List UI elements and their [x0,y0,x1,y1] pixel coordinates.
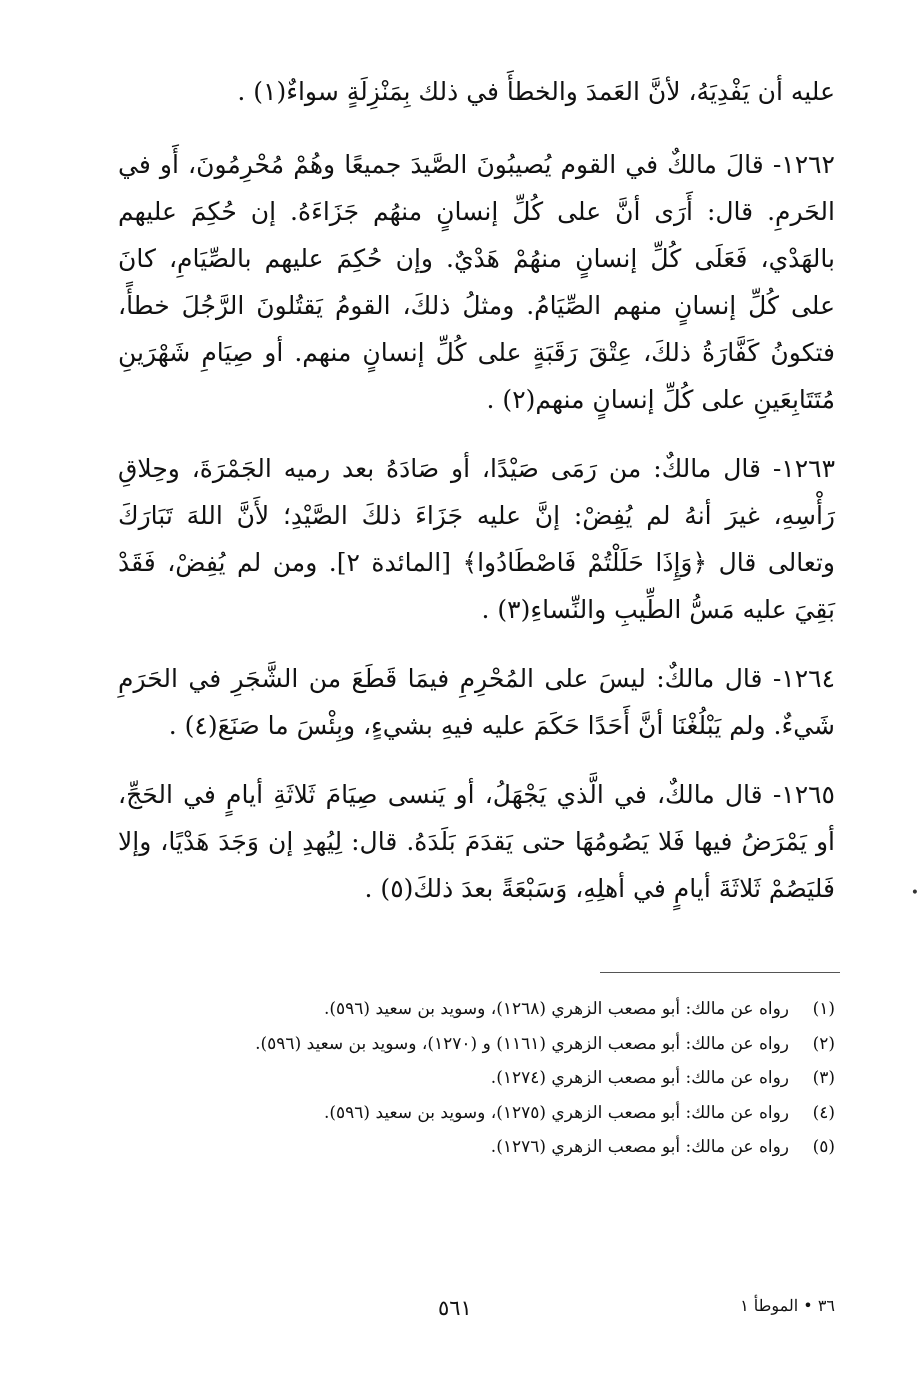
paragraph-1263 [118,445,835,633]
footnote-4 [118,1096,835,1131]
footnote-5 [118,1130,835,1165]
paragraph-1262 [118,141,835,423]
paragraph-text: عليه أن يَفْدِيَهُ، لأنَّ العَمدَ والخطأَ في ذلك بِمَنْزِلَةٍ سواءٌ(١) . [237,77,835,106]
margin-mark: • [910,885,919,901]
paragraph-number: ١٢٦٢- [772,150,835,179]
paragraph-text: قال مالكٌ: من رَمَى صَيْدًا، أو صَادَهُ بعد رميه الجَمْرَةَ، وحِلاقِ رَأْسِهِ، غيرَ أنهُ لم يُفِضْ: إنَّ عليه جَزَاءَ ذلكَ الصَّيْدِ؛ لأَنَّ اللهَ تَبَارَكَ وتعالى قال ﴿وَإِذَا حَلَلْتُمْ فَاصْطَادُوا﴾ [المائدة ٢]. ومن لم يُفِضْ، فَقَدْ بَقِيَ عليه مَسُّ الطِّيبِ والنِّساءِ(٣) . [118,454,836,624]
page-number: ٥٦١ [438,1296,472,1320]
paragraph-number: ١٢٦٥- [772,780,835,809]
footnote-separator [600,972,840,973]
footnotes [118,992,835,1165]
footnote-3 [118,1061,835,1096]
paragraph-number: ١٢٦٣- [772,454,835,483]
paragraph-text: قال مالكٌ، في الَّذي يَجْهَلُ، أو يَنسى صِيَامَ ثَلاثَةِ أيامٍ في الحَجِّ، أو يَمْرَضُ فيها فَلا يَصُومُهَا حتى يَقدَمَ بَلَدَهُ. قال: لِيُهدِ إن وَجَدَ هَدْيًا، وإلا فَليَصُمْ ثَلاثَةَ أيامٍ في أهلِهِ، وَسَبْعَةً بعدَ ذلكَ(٥) . [118,780,835,903]
signature-mark: ٣٦ • الموطأ ١ [740,1296,835,1315]
footnote-mark: (٣) [812,1068,835,1088]
paragraph-text: قال مالكٌ: ليسَ على المُحْرِمِ فيمَا قَطَعَ من الشَّجَرِ في الحَرَمِ شَيءٌ. ولم يَبْلُغْنَا أنَّ أَحَدًا حَكَمَ عليه فيهِ بشيءٍ، وبِئْسَ ما صَنَعَ(٤) . [118,664,835,740]
paragraph-text: قالَ مالكٌ في القوم يُصيبُونَ الصَّيدَ جميعًا وهُمْ مُحْرِمُونَ، أَو في الحَرمِ. قال: أَرَى أنَّ على كُلِّ إنسانٍ منهُم جَزَاءَهُ. إن حُكِمَ عليهم بالهَدْي، فَعَلَى كُلِّ إنسانٍ منهُمْ هَدْيٌ. وإن حُكِمَ عليهم بالصِّيَامِ، كانَ على كُلِّ إنسانٍ منهم الصِّيَامُ. ومثلُ ذلكَ، القومُ يَقتُلونَ الرَّجُلَ خطأً، فتكونُ كَفَّارَةُ ذلكَ، عِتْقَ رَقَبَةٍ على كُلِّ إنسانٍ منهم. أو صِيَامِ شَهْرَينِ مُتَتَابِعَينِ على كُلِّ إنسانٍ منهم(٢) . [118,150,835,414]
footnote-text: رواه عن مالك: أبو مصعب الزهري (١١٦١) و (١٢٧٠)، وسويد بن سعيد (٥٩٦). [255,1033,789,1054]
footnote-2 [118,1027,835,1062]
main-text [118,68,835,934]
footnote-text: رواه عن مالك: أبو مصعب الزهري (١٢٧٤). [490,1068,789,1088]
footnote-mark: (٤) [812,1102,835,1123]
footnote-mark: (١) [812,999,835,1019]
footnote-text: رواه عن مالك: أبو مصعب الزهري (١٢٧٦). [490,1137,789,1157]
page-footer [118,1296,835,1326]
paragraph-number: ١٢٦٤- [772,664,835,693]
paragraph-1264 [118,655,835,749]
paragraph-1265 [118,771,835,912]
footnote-mark: (٥) [812,1137,835,1157]
footnote-text: رواه عن مالك: أبو مصعب الزهري (١٢٧٥)، وسويد بن سعيد (٥٩٦). [323,1102,789,1123]
paragraph-continuation [118,68,835,115]
footnote-mark: (٢) [812,1033,835,1054]
footnote-text: رواه عن مالك: أبو مصعب الزهري (١٢٦٨)، وسويد بن سعيد (٥٩٦). [323,999,789,1019]
footnote-1 [118,992,835,1027]
